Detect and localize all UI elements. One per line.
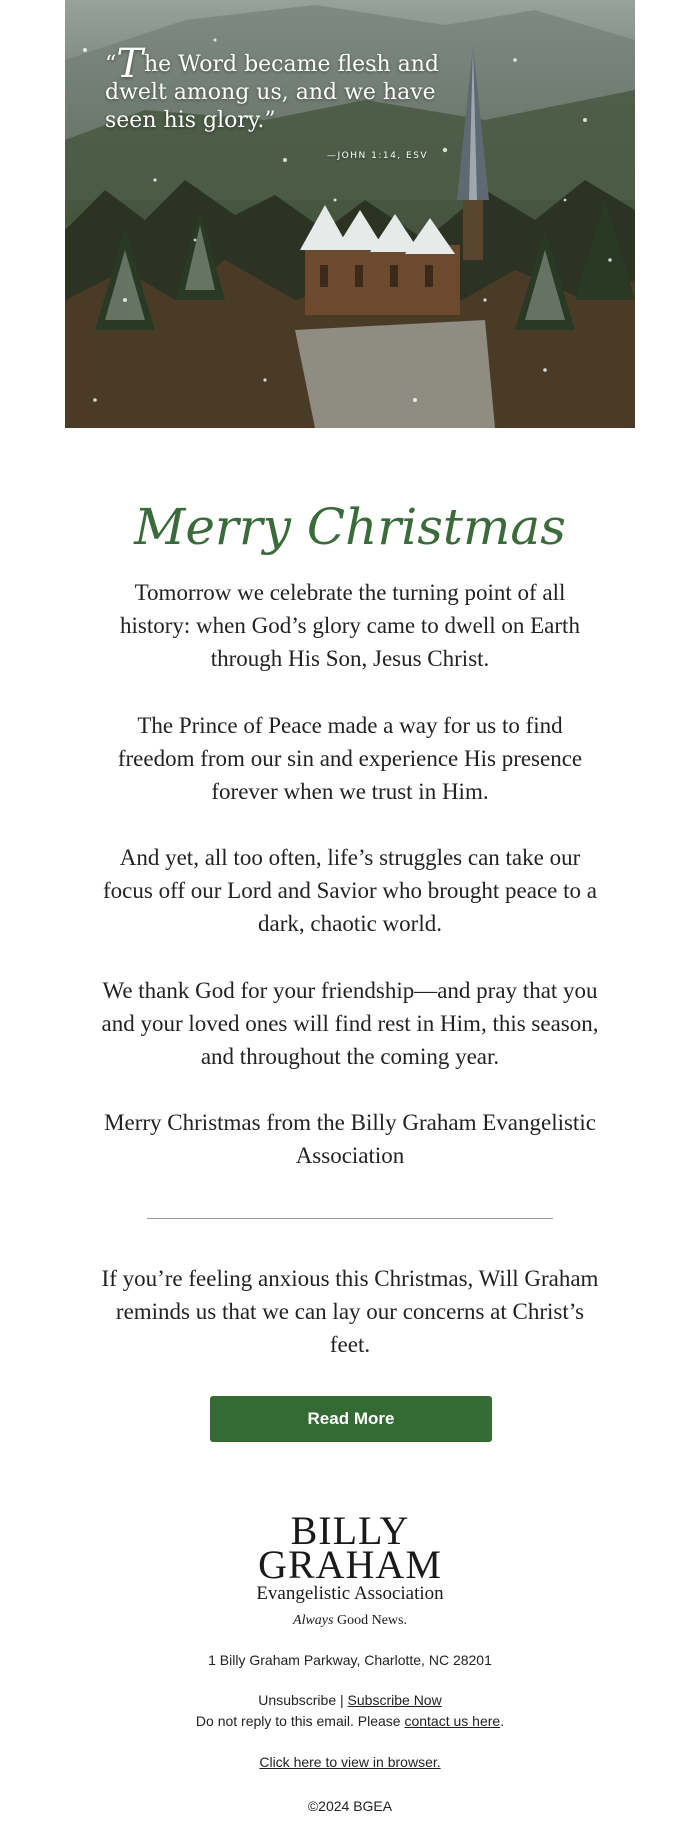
message-paragraph: We thank God for your friendship—and pray that you and your loved ones will find rest in Him, this season, and throughout the coming year.: [101, 978, 599, 1069]
scripture-quote: [105, 41, 445, 135]
footer-subscription: [0, 1690, 700, 1710]
noreply-text: Do not reply to this email. Please: [195, 1713, 401, 1729]
footer-address: 1 Billy Graham Parkway, Charlotte, NC 28201: [208, 1652, 492, 1668]
unsubscribe-link[interactable]: Unsubscribe: [258, 1692, 337, 1708]
quote-open-mark: “: [105, 52, 117, 77]
logo-line-association: Evangelistic Association: [256, 1583, 444, 1604]
signoff-paragraph: Merry Christmas from the Billy Graham Evangelistic Association: [104, 1110, 596, 1168]
tagline-always: Always: [293, 1613, 334, 1628]
section-divider: [147, 1218, 553, 1219]
logo-tagline: [0, 1610, 700, 1632]
footer-browser: [0, 1752, 700, 1772]
noreply-period: .: [500, 1713, 505, 1729]
footer-noreply: [0, 1711, 700, 1731]
hero-image: [65, 0, 635, 428]
bgea-logo[interactable]: [0, 1508, 700, 1632]
view-in-browser-link[interactable]: Click here to view in browser.: [259, 1754, 441, 1770]
message-paragraph: And yet, all too often, life’s struggles can take our focus off our Lord and Savior who brought peace to a dark, chaotic world.: [103, 845, 597, 936]
quote-drop-cap: T: [116, 41, 143, 87]
subscribe-now-link[interactable]: Subscribe Now: [347, 1692, 442, 1708]
message-paragraph: The Prince of Peace made a way for us to find freedom from our sin and experience His presence forever when we trust in Him.: [117, 713, 583, 804]
logo-line-graham: GRAHAM: [258, 1542, 442, 1587]
logo-line-billy: BILLY: [290, 1508, 410, 1553]
contact-us-link[interactable]: contact us here: [404, 1713, 501, 1729]
footer-separator: |: [340, 1692, 344, 1708]
promo-text: If you’re feeling anxious this Christmas, Will Graham reminds us that we can lay our concerns at Christ’s feet.: [101, 1266, 599, 1357]
tagline-good-news: Good News.: [336, 1613, 407, 1628]
page-title: Merry Christmas: [134, 498, 566, 556]
quote-text: he Word became flesh and dwelt among us, and we have seen his glory.”: [105, 52, 440, 133]
scripture-citation: —JOHN 1:14, ESV: [327, 151, 429, 161]
message-paragraph: Tomorrow we celebrate the turning point of all history: when God’s glory came to dwell on Earth through His Son, Jesus Christ.: [120, 580, 580, 671]
footer-copyright: ©2024 BGEA: [307, 1798, 393, 1814]
read-more-button[interactable]: Read More: [210, 1396, 492, 1442]
